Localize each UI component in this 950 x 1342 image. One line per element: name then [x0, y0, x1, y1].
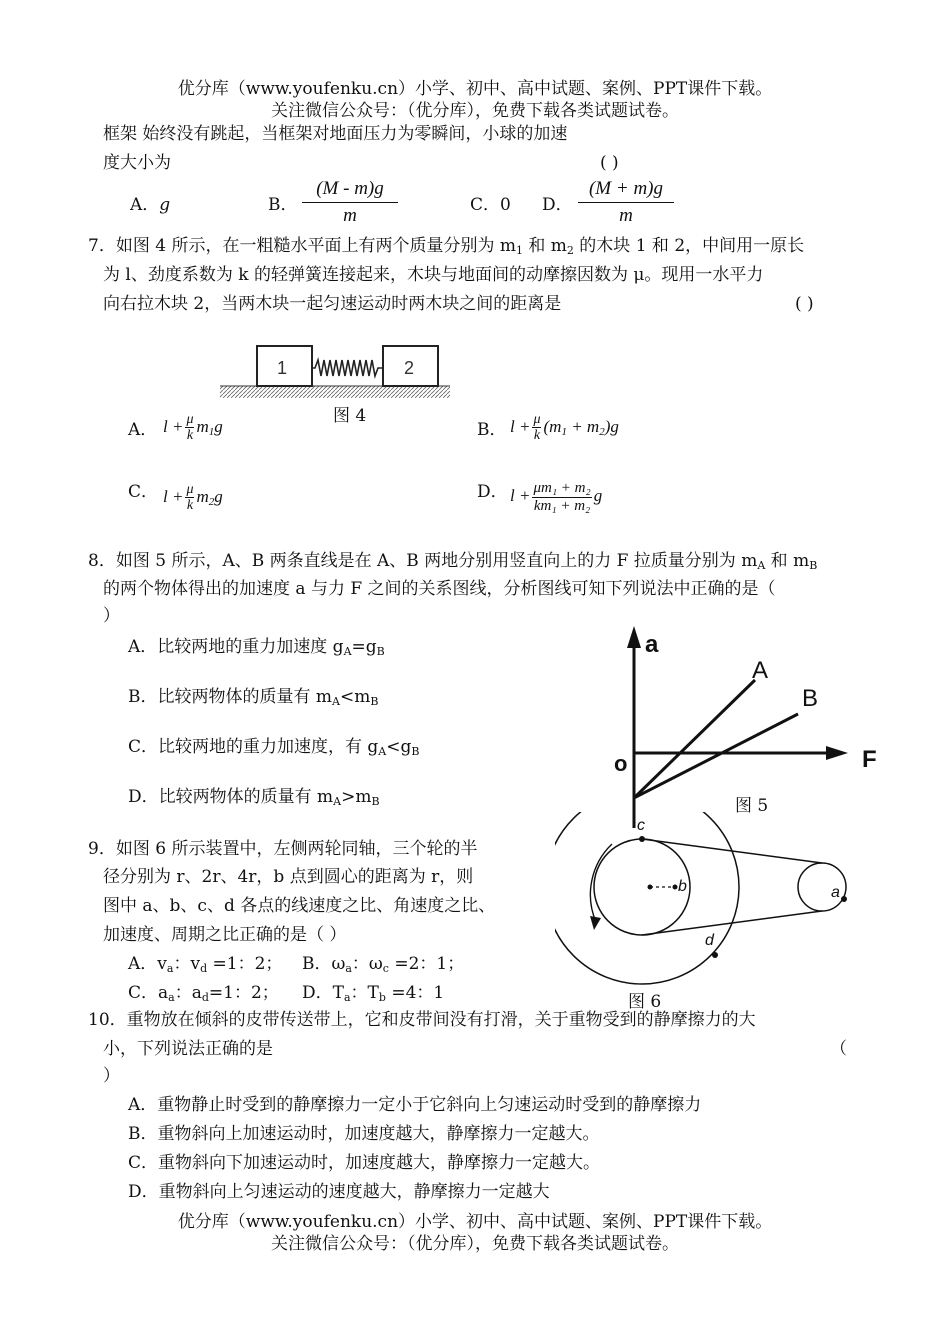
footer-line-1: 优分库（www.youfenku.cn）小学、初中、高中试题、案例、PPT课件下载。 — [177, 1212, 773, 1232]
q10-line-1: 10．重物放在倾斜的皮带传送带上，它和皮带间没有打滑，关于重物受到的静摩擦力的大 — [88, 1010, 756, 1030]
point-d — [712, 952, 718, 958]
q6-option-a — [130, 195, 170, 215]
q6-line-2: 度大小为 — [103, 153, 171, 173]
q7-option-d-expression: l + $\frac{\text{μm₁ + m₂}}{\text{km₁ + m₂}}$ g — [510, 480, 603, 514]
q6-option-b-numerator: (M - m)g — [302, 178, 398, 203]
q7-line-1: 7．如图 4 所示，在一粗糙水平面上有两个质量分别为 $m_1$ 和 $m_2$ 的木块 1 和 2，中间用一原长 — [88, 236, 805, 257]
label-b: b — [678, 878, 687, 895]
q10-paren-close: ） — [103, 1066, 120, 1086]
wheel-center — [648, 885, 653, 890]
point-a — [841, 896, 847, 902]
figure-4-caption: 图 4 — [333, 406, 367, 426]
label-d: d — [705, 932, 714, 949]
axis-label-f: F — [862, 746, 877, 773]
q6-option-d-numerator: (M + m)g — [578, 178, 674, 203]
point-b — [673, 885, 678, 890]
header-line-2: 关注微信公众号：（优分库），免费下载各类试题试卷。 — [271, 101, 679, 121]
q8-option-a: A．比较两地的重力加速度 $g_A=g_B$ — [128, 637, 385, 658]
x-axis-arrow — [826, 746, 848, 760]
q7-option-a-label: A． — [128, 420, 158, 440]
block-2-label: 2 — [403, 358, 415, 378]
footer-line-2: 关注微信公众号：（优分库），免费下载各类试题试卷。 — [271, 1234, 679, 1254]
q7-option-a-expression: l + $\frac{\mu}{k}$ $m_1g$ — [163, 412, 223, 444]
q10-paren-open: （ — [830, 1039, 847, 1059]
q9-option-d: D．$T_a$：$T_b =4$：1 — [302, 983, 445, 1004]
q6-option-b-label: B． — [268, 195, 298, 215]
q10-line-2: 小，下列说法正确的是 — [103, 1039, 273, 1059]
q9-line-2: 径分别为 r、2r、4r，b 点到圆心的距离为 r，则 — [103, 867, 474, 887]
q6-option-c: C．0 — [470, 195, 511, 215]
line-a — [634, 680, 755, 798]
q7-option-b-expression: l + $\frac{\mu}{k}$ $(m_1 + m_2)g$ — [510, 412, 619, 444]
figure-6-pulleys — [555, 812, 865, 997]
q10-option-c: C．重物斜向下加速运动时，加速度越大，静摩擦力一定越大。 — [128, 1153, 601, 1173]
wheel-outer-4r — [555, 812, 739, 984]
q8-line-3: ） — [103, 606, 120, 626]
q6-option-a-value: g — [159, 195, 171, 215]
header-line-1: 优分库（www.youfenku.cn）小学、初中、高中试题、案例、PPT课件下载。 — [177, 79, 773, 99]
q7-option-d-label: D． — [477, 482, 508, 502]
figure-4-spring-blocks — [215, 338, 455, 404]
q8-option-b: B．比较两物体的质量有 $m_A<m_B$ — [128, 687, 379, 708]
q7-line-3: 向右拉木块 2，当两木块一起匀速运动时两木块之间的距离是 — [103, 294, 562, 314]
axis-label-a: a — [645, 631, 659, 658]
q9-option-b: B．$\omega_a$：$\omega_c =2$：1； — [302, 954, 465, 975]
figure-6-caption: 图 6 — [628, 992, 662, 1012]
q9-line-4: 加速度、周期之比正确的是（ ） — [103, 925, 347, 945]
y-axis-arrow — [627, 626, 641, 648]
q10-option-b: B．重物斜向上加速运动时，加速度越大，静摩擦力一定越大。 — [128, 1124, 600, 1144]
q6-option-d-fraction — [578, 178, 674, 227]
label-c: c — [637, 817, 645, 834]
q6-option-d-label: D． — [542, 195, 573, 215]
q7-line-2: 为 l、劲度系数为 k 的轻弹簧连接起来，木块与地面间的动摩擦因数为 μ。现用一水平力 — [103, 265, 764, 285]
rotation-arrowhead — [590, 916, 601, 930]
belt-bottom — [642, 911, 822, 935]
q7-option-c-expression: l + $\frac{\mu}{k}$ $m_2g$ — [163, 482, 223, 514]
q9-option-a: A．$v_a$：$v_d =1$：2； — [128, 954, 283, 975]
q8-option-d: D．比较两物体的质量有 $m_A>m_B$ — [128, 787, 380, 808]
q8-line-1: 8．如图 5 所示，A、B 两条直线是在 A、B 两地分别用竖直向上的力 F 拉质量分别为 $m_A$ 和 $m_B$ — [88, 551, 818, 572]
q7-option-c-label: C． — [128, 482, 159, 502]
point-c — [639, 836, 645, 842]
q6-option-d-denominator: m — [619, 205, 633, 226]
block-1-label: 1 — [276, 358, 288, 378]
figure-5-caption: 图 5 — [735, 796, 769, 816]
q7-answer-paren: ( ) — [795, 294, 814, 314]
line-b — [634, 714, 798, 798]
q7-option-b-label: B． — [477, 420, 507, 440]
spring — [312, 360, 383, 376]
origin-label: o — [614, 751, 628, 776]
q9-line-3: 图中 a、b、c、d 各点的线速度之比、角速度之比、 — [103, 896, 496, 916]
belt-top — [642, 839, 822, 863]
q6-line-1: 框架 始终没有跳起，当框架对地面压力为零瞬间，小球的加速 — [103, 124, 568, 144]
q10-option-d: D．重物斜向上匀速运动的速度越大，静摩擦力一定越大 — [128, 1182, 550, 1202]
line-a-label: A — [752, 657, 769, 684]
q9-option-c: C．$a_a$：$a_d=1$：2； — [128, 983, 279, 1004]
line-b-label: B — [802, 685, 819, 712]
q6-option-b-fraction — [302, 178, 398, 227]
ground-surface — [220, 386, 450, 398]
q8-option-c: C．比较两地的重力加速度，有 $g_A<g_B$ — [128, 737, 420, 758]
q6-option-a-label: A． — [130, 195, 160, 215]
q9-line-1: 9．如图 6 所示装置中，左侧两轮同轴，三个轮的半 — [88, 839, 478, 859]
q8-line-2: 的两个物体得出的加速度 a 与力 F 之间的关系图线，分析图线可知下列说法中正确的是（ — [103, 579, 776, 599]
q6-answer-paren: ( ) — [600, 153, 619, 173]
q10-option-a: A．重物静止时受到的静摩擦力一定小于它斜向上匀速运动时受到的静摩擦力 — [128, 1095, 702, 1115]
q6-option-b-denominator: m — [343, 205, 357, 226]
label-a: a — [831, 884, 840, 901]
